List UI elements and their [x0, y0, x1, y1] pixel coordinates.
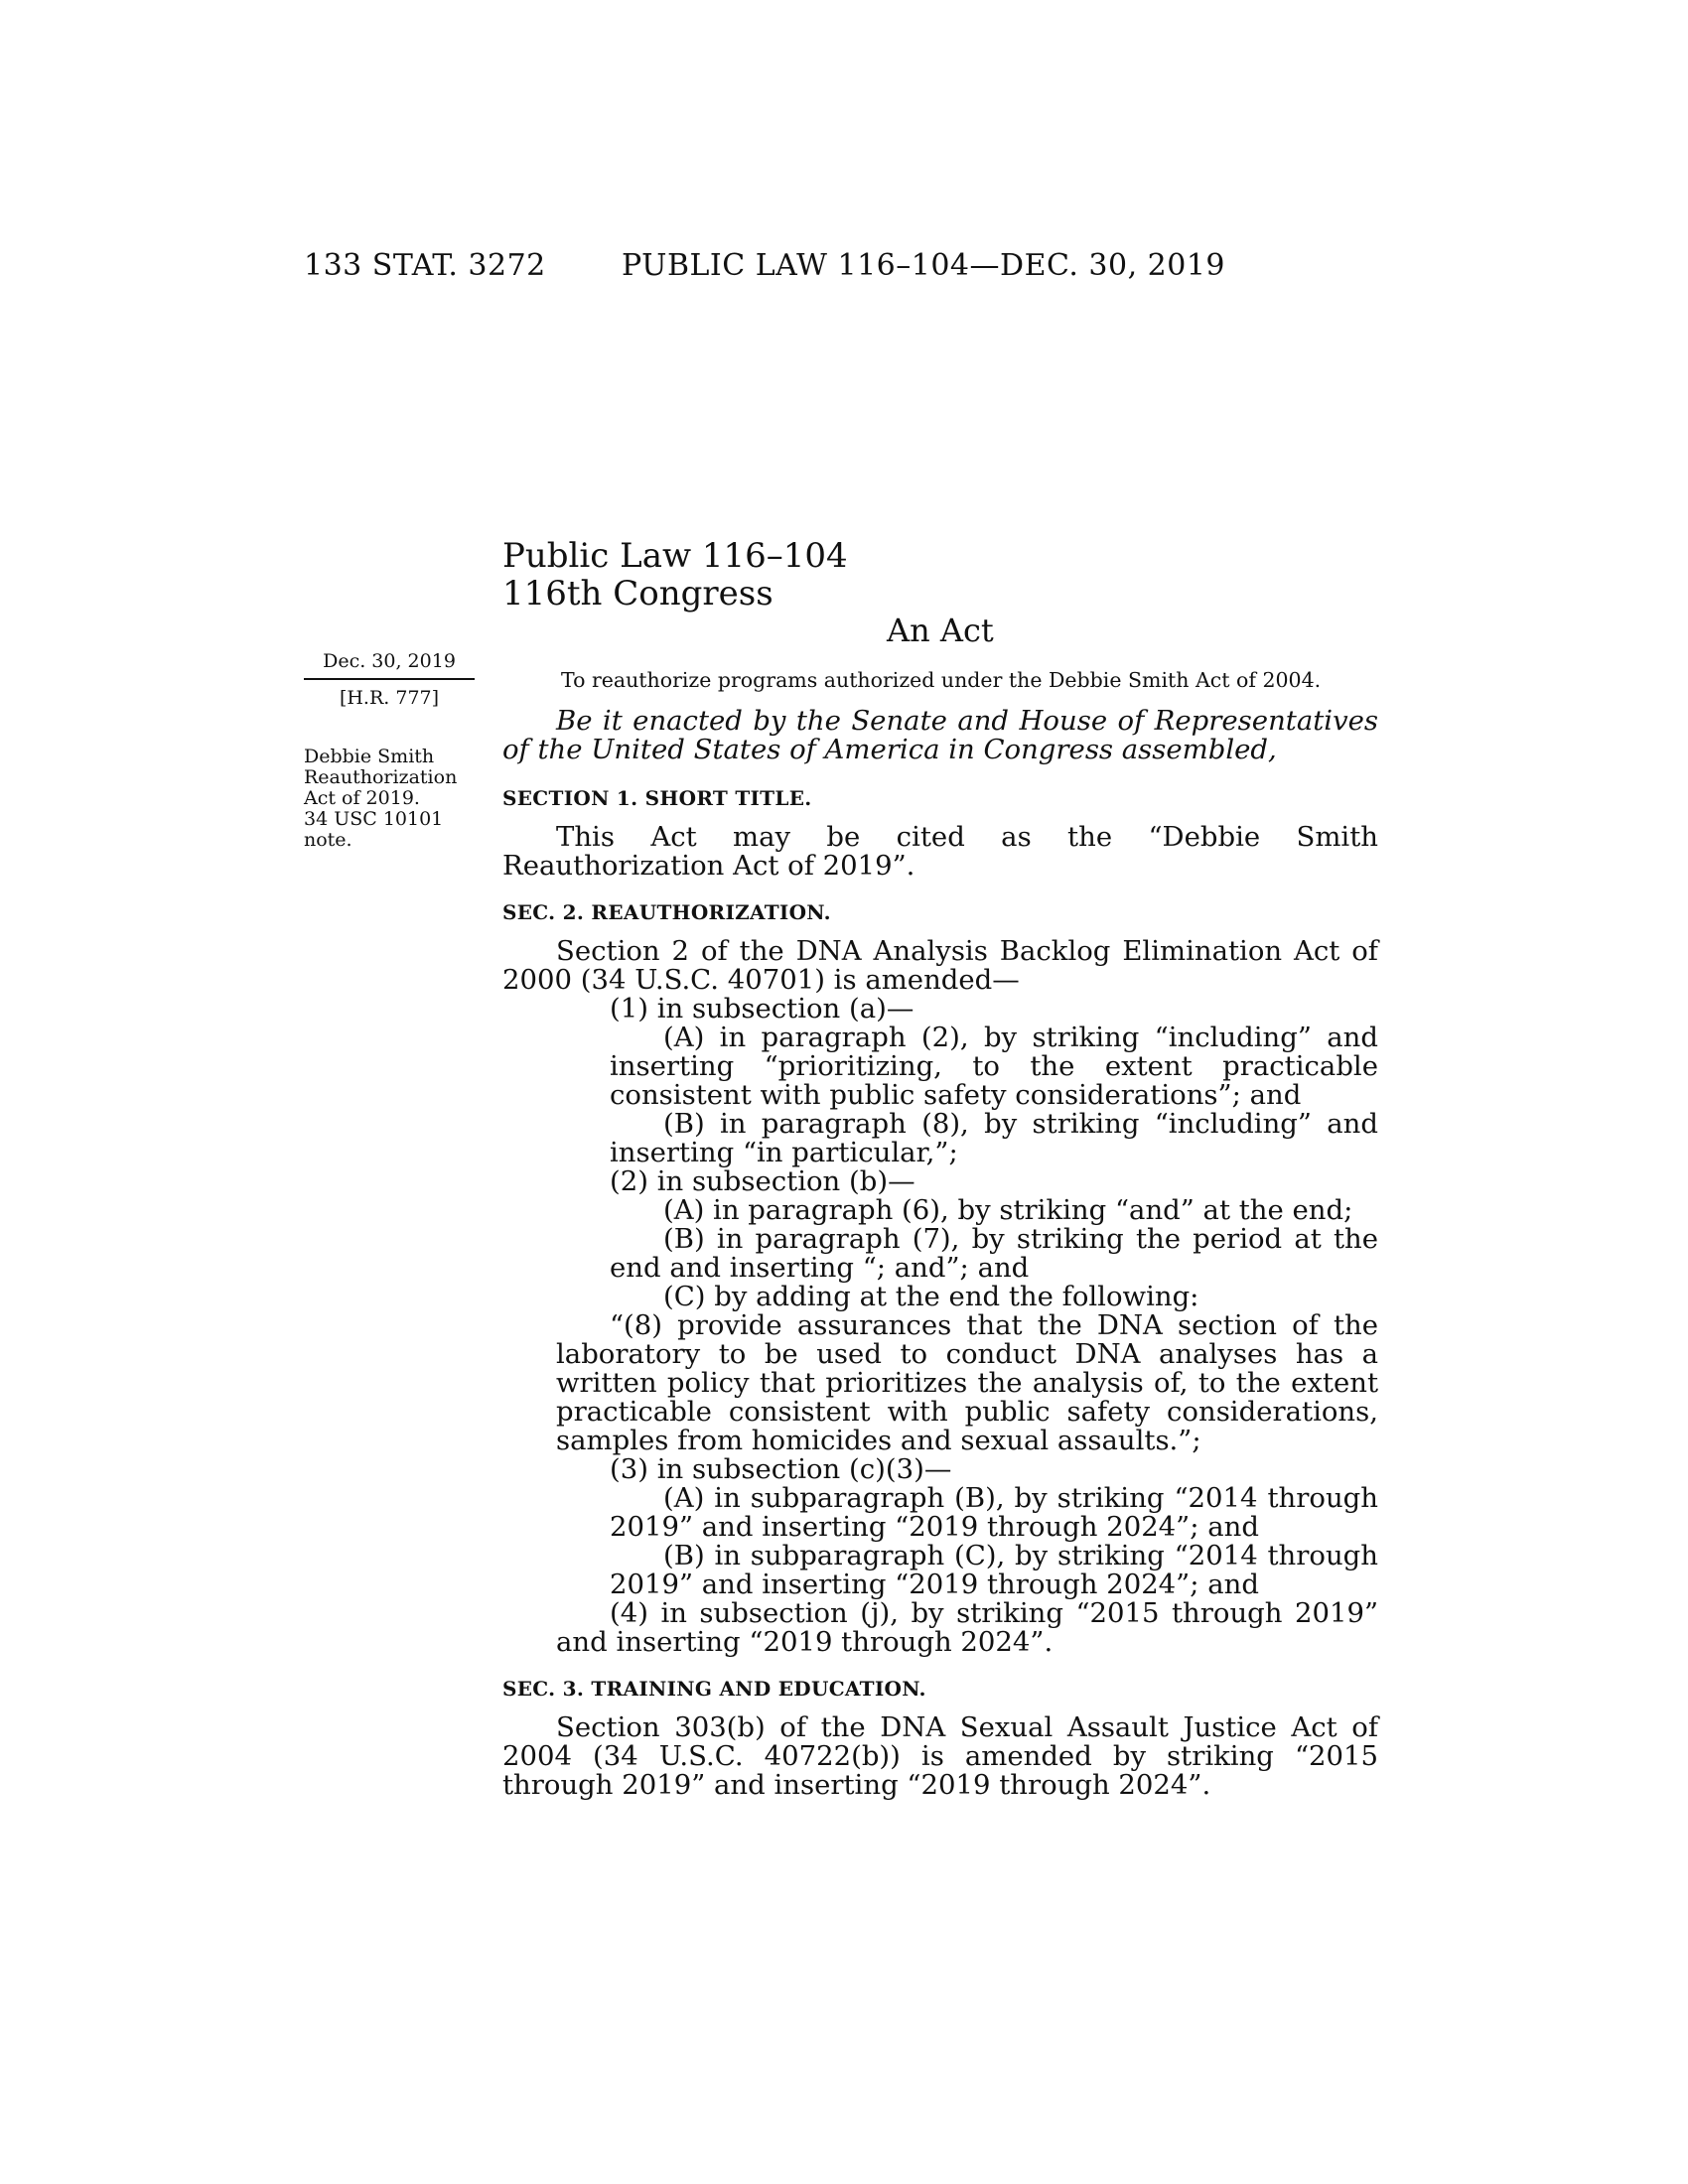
margin-date: Dec. 30, 2019	[304, 650, 475, 680]
purpose-line: To reauthorize programs authorized under the Debbie Smith Act of 2004.	[561, 668, 1322, 692]
section-2-subparagraph: (B) in subparagraph (C), by striking “2014 through 2019” and inserting “2019 through 2024”; and	[610, 1540, 1378, 1600]
enacting-clause: Be it enacted by the Senate and House of Representatives of the United States of America in Congress assembled,	[502, 705, 1378, 765]
law-number-title: Public Law 116–104	[502, 536, 848, 576]
section-2-paragraph: (2) in subsection (b)—	[610, 1165, 915, 1197]
margin-note-line: Debbie Smith	[304, 746, 435, 767]
section-2-subparagraph: (A) in paragraph (6), by striking “and” at the end;	[663, 1194, 1353, 1226]
section-2-quoted-text: “(8) provide assurances that the DNA section of the laboratory to be used to conduct DNA analyses has a written policy that prioritizes the analysis of, to the extent practicable consistent with public safety considerations, samples from homicides and sexual assaults.”;	[556, 1309, 1378, 1456]
section-2-subparagraph: (C) by adding at the end the following:	[663, 1281, 1199, 1312]
section-2-paragraph: (3) in subsection (c)(3)—	[610, 1453, 952, 1485]
section-2-subparagraph: (A) in paragraph (2), by striking “including” and inserting “prioritizing, to the extent practicable consistent with public safety considerations”; and	[610, 1022, 1378, 1111]
section-2-subparagraph: (B) in paragraph (8), by striking “including” and inserting “in particular,”;	[610, 1108, 1378, 1168]
section-2-intro: Section 2 of the DNA Analysis Backlog Elimination Act of 2000 (34 U.S.C. 40701) is amended—	[502, 935, 1378, 996]
section-2-paragraph: (1) in subsection (a)—	[610, 993, 914, 1024]
stat-page-reference: 133 STAT. 3272	[304, 248, 546, 283]
margin-note-line: note.	[304, 829, 352, 851]
margin-note	[304, 747, 478, 851]
section-1-heading: SECTION 1. SHORT TITLE.	[502, 786, 812, 810]
section-1-text: This Act may be cited as the “Debbie Smith Reauthorization Act of 2019”.	[502, 821, 1378, 882]
act-body	[502, 707, 1378, 1800]
section-2-subparagraph: (A) in subparagraph (B), by striking “2014 through 2019” and inserting “2019 through 2024”; and	[610, 1482, 1378, 1543]
section-3-text: Section 303(b) of the DNA Sexual Assault Justice Act of 2004 (34 U.S.C. 40722(b)) is amended by striking “2015 through 2019” and inserting “2019 through 2024”.	[502, 1711, 1378, 1801]
section-3-heading: SEC. 3. TRAINING AND EDUCATION.	[502, 1677, 926, 1701]
margin-note-line: Reauthorization	[304, 766, 458, 788]
margin-note-line: Act of 2019.	[304, 787, 420, 809]
margin-note-line: 34 USC 10101	[304, 808, 444, 830]
running-header: PUBLIC LAW 116–104—DEC. 30, 2019	[622, 248, 1226, 283]
section-2-heading: SEC. 2. REAUTHORIZATION.	[502, 900, 831, 924]
section-2-subparagraph: (B) in paragraph (7), by striking the period at the end and inserting “; and”; and	[610, 1223, 1378, 1284]
section-2-paragraph: (4) in subsection (j), by striking “2015 through 2019” and inserting “2019 through 2024”.	[556, 1597, 1378, 1658]
margin-bill-number: [H.R. 777]	[339, 687, 440, 709]
an-act-heading: An Act	[887, 612, 994, 649]
congress-title: 116th Congress	[502, 574, 774, 614]
